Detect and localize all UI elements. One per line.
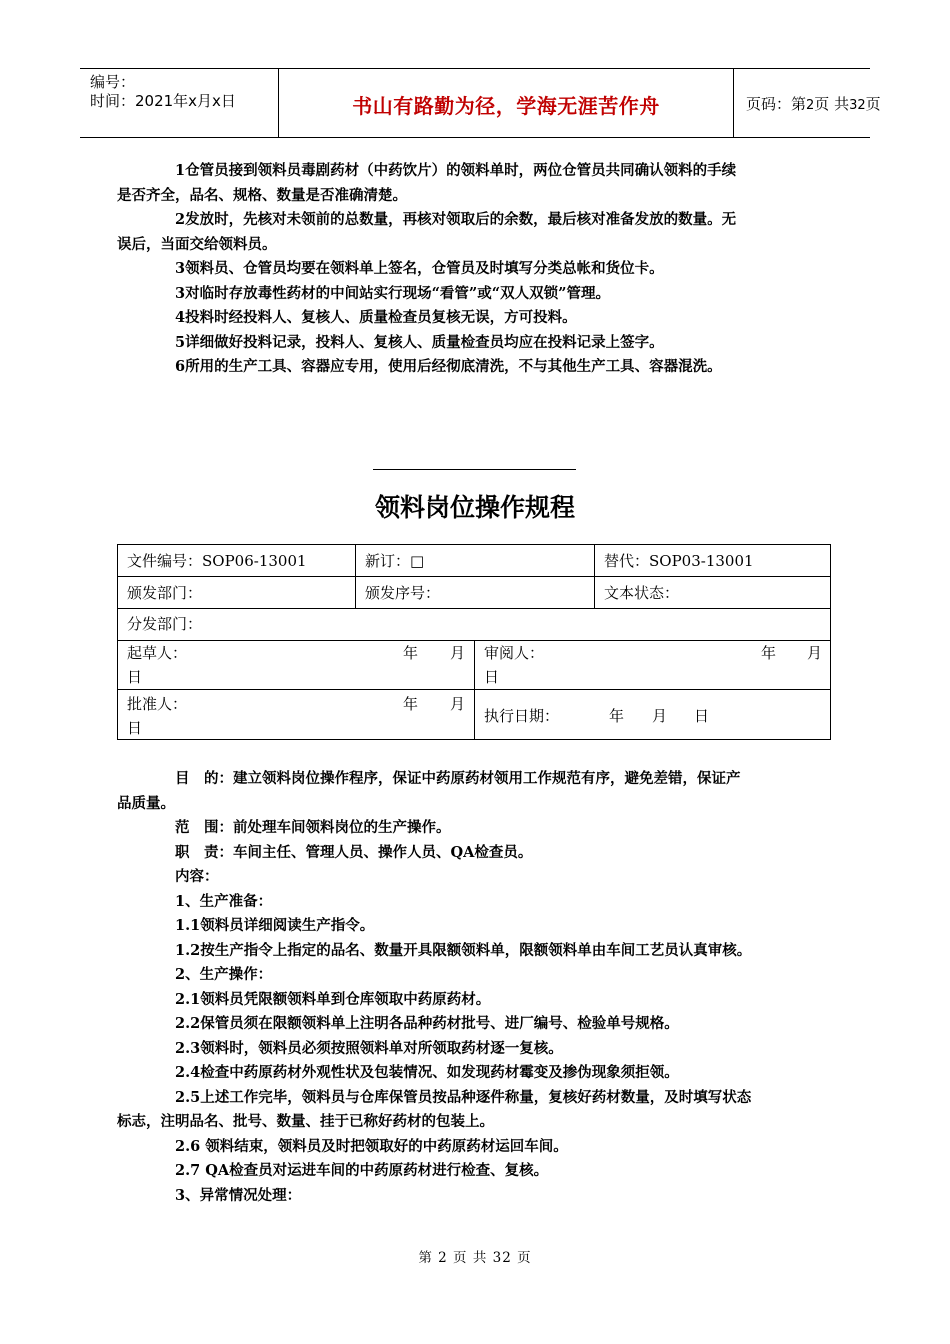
drafter-month: 月 [450, 644, 466, 662]
divider-rule [373, 469, 576, 470]
reviewer-day: 日 [484, 668, 500, 686]
approver-day: 日 [127, 719, 143, 737]
header-motto-cell [278, 69, 734, 137]
distribute-dept: 分发部门： [127, 615, 203, 633]
paragraph: 6所用的生产工具、容器应专用，使用后经彻底清洗，不与其他生产工具、容器混洗。 [175, 358, 722, 375]
approver-year: 年 [403, 695, 419, 713]
paragraph: 2.6 领料结束，领料员及时把领取好的中药原药材运回车间。 [175, 1137, 568, 1155]
paragraph: 2.2保管员须在限额领料单上注明各品种药材批号、进厂编号、检验单号规格。 [175, 1015, 679, 1032]
new-revision: 新订：□ [365, 552, 425, 570]
header-left-cell [80, 69, 278, 137]
issue-dept: 颁发部门： [127, 584, 203, 602]
replaces: 替代：SOP03-13001 [604, 552, 754, 570]
exec-month: 月 [652, 707, 668, 725]
section-heading: 2、生产操作： [175, 966, 273, 983]
reviewer-month: 月 [807, 644, 823, 662]
page-footer: 第 2 页 共 32 页 [418, 1250, 532, 1266]
document-title: 领料岗位操作规程 [374, 493, 575, 522]
paragraph: 2.3领料时，领料员必须按照领料单对所领取药材逐一复核。 [175, 1039, 563, 1057]
paragraph: 目 的：建立领料岗位操作程序，保证中药原药材领用工作规范有序，避免差错，保证产 品质量。 [117, 770, 741, 812]
paragraph: 内容： [175, 868, 219, 885]
table-rule [118, 608, 830, 609]
header-page-cell [734, 69, 881, 137]
paragraph: 2.1领料员凭限额领料单到仓库领取中药原药材。 [175, 990, 491, 1008]
exec-year: 年 [609, 707, 625, 725]
table-rule [118, 576, 830, 577]
section-heading: 3、异常情况处理： [175, 1186, 302, 1204]
approver-month: 月 [450, 695, 466, 713]
paragraph: 2.5上述工作完毕，领料员与仓库保管员按品种逐件称量，复核好药材数量，及时填写状态 标志，注明品名、批号、数量、挂于已称好药材的包装上。 [117, 1088, 752, 1130]
time-label: 时间：2021年x月x日 [90, 92, 236, 110]
page-number: 2 [806, 98, 815, 113]
motto: 书山有路勤为径，学海无涯苦作舟 [352, 94, 660, 118]
paragraph: 1仓管员接到领料员毒剧药材（中药饮片）的领料单时，两位仓管员共同确认领料的手续 是否齐全，品名、规格、数量是否准确清楚。 [117, 162, 737, 204]
exec-date: 执行日期： [484, 707, 560, 725]
page-mid: 页 共 [814, 95, 850, 113]
paragraph: 5详细做好投料记录，投料人、复核人、质量检查员均应在投料记录上签字。 [175, 333, 664, 351]
approver: 批准人： [127, 695, 188, 713]
drafter-year: 年 [403, 644, 419, 662]
drafter: 起草人： [127, 644, 188, 662]
page-indicator [746, 93, 881, 114]
table-rule [355, 545, 356, 608]
table-rule [594, 545, 595, 608]
page-header [80, 68, 881, 138]
reviewer-year: 年 [761, 644, 777, 662]
section-2 [117, 767, 810, 1208]
table-rule [474, 640, 475, 739]
document-info-table [117, 544, 831, 740]
paragraph: 范 围：前处理车间领料岗位的生产操作。 [175, 819, 451, 836]
page-total: 32 [849, 98, 866, 113]
paragraph: 1.1领料员详细阅读生产指令。 [175, 917, 375, 934]
paragraph: 3对临时存放毒性药材的中间站实行现场“看管”或“双人双锁”管理。 [175, 284, 610, 302]
paragraph: 2.4检查中药原药材外观性状及包装情况、如发现药材霉变及掺伪现象须拒领。 [175, 1064, 679, 1081]
drafter-day: 日 [127, 668, 143, 686]
page-prefix: 页码：第 [746, 95, 807, 113]
section-heading: 1、生产准备： [175, 892, 273, 910]
file-number: 文件编号：SOP06-13001 [127, 552, 307, 570]
paragraph: 1.2按生产指令上指定的品名、数量开具限额领料单，限额领料单由车间工艺员认真审核。 [175, 941, 752, 959]
paragraph: 3领料员、仓管员均要在领料单上签名，仓管员及时填写分类总帐和货位卡。 [175, 260, 664, 277]
exec-day: 日 [694, 707, 710, 725]
paragraph: 2.7 QA检查员对运进车间的中药原药材进行检查、复核。 [175, 1162, 549, 1179]
reviewer: 审阅人： [484, 644, 545, 662]
text-status: 文本状态： [604, 584, 680, 602]
issue-number: 颁发序号： [365, 584, 441, 602]
section-1 [117, 159, 810, 380]
paragraph: 4投料时经投料人、复核人、质量检查员复核无误，方可投料。 [175, 309, 577, 326]
paragraph: 职 责：车间主任、管理人员、操作人员、QA检查员。 [175, 843, 533, 861]
paragraph: 2发放时，先核对未领前的总数量，再核对领取后的余数，最后核对准备发放的数量。无 误后，当面交给领料员。 [117, 211, 737, 253]
doc-number-label: 编号： [90, 73, 136, 91]
page-suffix: 页 [865, 95, 881, 113]
